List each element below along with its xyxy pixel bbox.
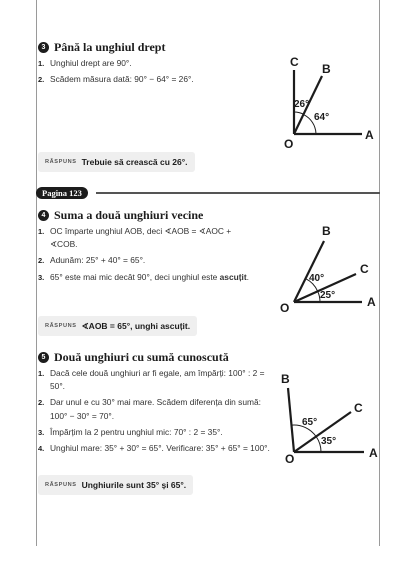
answer-label: RĂSPUNS: [45, 159, 77, 165]
point-c-label: C: [360, 262, 369, 276]
ray-ob: [288, 388, 294, 452]
answer-text: ∢AOB = 65°, unghi ascuțit.: [81, 320, 191, 331]
page-label: Pagina 123: [36, 187, 88, 199]
angle-65-label: 65°: [302, 417, 318, 428]
point-a-label: A: [367, 295, 376, 309]
point-c-label: C: [354, 401, 363, 415]
point-o-label: O: [285, 452, 295, 466]
section-4-number: 4: [38, 210, 49, 221]
step: 2. Adunăm: 25° + 40° = 65°.: [38, 255, 146, 266]
section-3-number: 3: [38, 42, 49, 53]
step: 4. Unghiul mare: 35° + 30° = 65°. Verificare: 35° + 65° = 100°.: [38, 443, 270, 454]
answer-text: Trebuie să crească cu 26°.: [81, 157, 188, 167]
step: 2. Dar unul e cu 30° mai mare. Scădem diferența din sumă: 100° − 30° = 70°.: [38, 397, 261, 421]
step: 2. Scădem măsura dată: 90° − 64° = 26°.: [38, 74, 194, 85]
answer-text: Unghiurile sunt 35° și 65°.: [81, 480, 187, 490]
step: 1. OC împarte unghiul AOB, deci ∢AOB = ∢AOC + ∢COB.: [38, 226, 232, 250]
section-3-title: Până la unghiul drept: [54, 40, 166, 54]
angle-35-label: 35°: [321, 436, 337, 447]
answer-label: RĂSPUNS: [45, 482, 77, 488]
point-c-label: C: [290, 55, 299, 69]
step: 1. Dacă cele două unghiuri ar fi egale, am împărți: 100° : 2 = 50°.: [38, 368, 265, 392]
angle-25-label: 25°: [320, 290, 336, 301]
point-a-label: A: [365, 128, 374, 142]
point-o-label: O: [280, 301, 290, 315]
point-b-label: B: [281, 372, 290, 386]
point-o-label: O: [284, 137, 294, 151]
point-b-label: B: [322, 224, 331, 238]
step: 1. Unghiul drept are 90°.: [38, 58, 132, 68]
step: 3. 65° este mai mic decât 90°, deci unghiul este ascuțit.: [38, 271, 249, 282]
section-5-number: 5: [38, 352, 49, 363]
answer-label: RĂSPUNS: [45, 323, 77, 329]
angle-26-label: 26°: [294, 99, 310, 110]
angle-40-label: 40°: [309, 273, 325, 284]
section-4-title: Suma a două unghiuri vecine: [54, 208, 204, 222]
step: 3. Împărțim la 2 pentru unghiul mic: 70° : 2 = 35°.: [38, 426, 223, 437]
angle-64-label: 64°: [314, 112, 330, 123]
point-b-label: B: [322, 62, 331, 76]
point-a-label: A: [369, 446, 378, 460]
section-5-title: Două unghiuri cu sumă cunoscută: [54, 350, 229, 364]
